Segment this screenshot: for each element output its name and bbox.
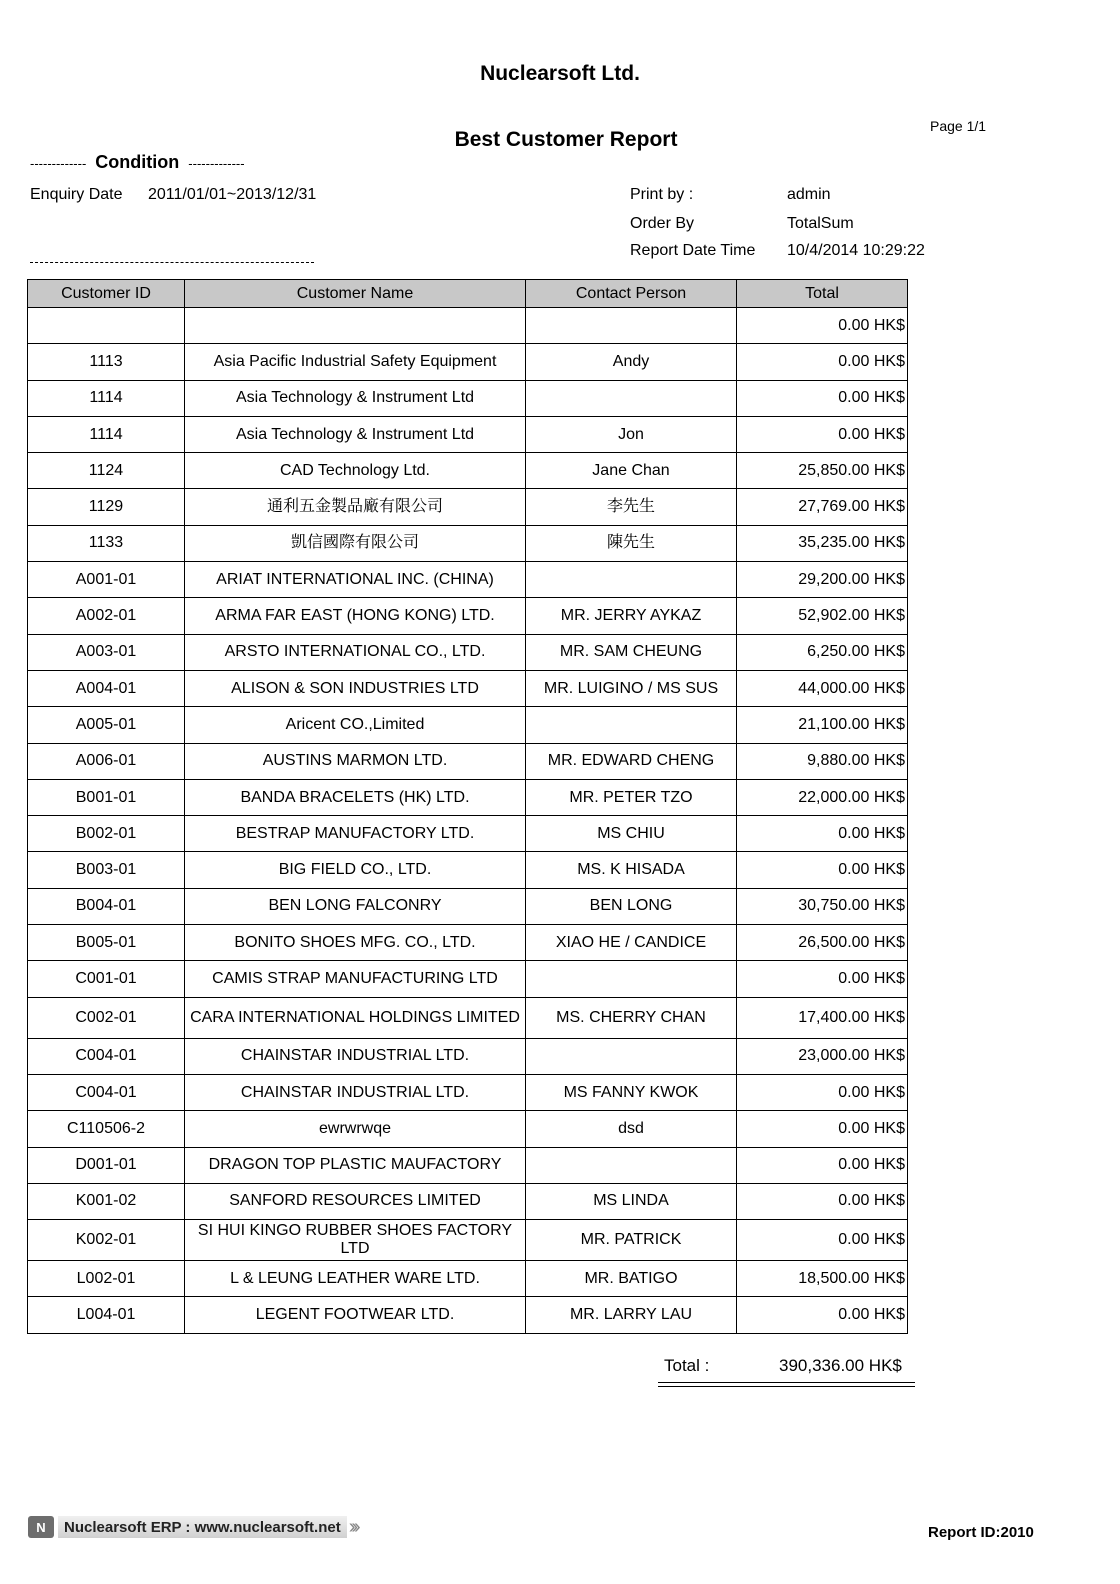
footer-brand-text: Nuclearsoft ERP : www.nuclearsoft.net	[58, 1516, 347, 1538]
cell-total: 0.00 HK$	[737, 1111, 908, 1147]
cell-total: 0.00 HK$	[737, 416, 908, 452]
table-row	[28, 852, 908, 888]
table-row	[28, 562, 908, 598]
table-row	[28, 344, 908, 380]
cell-contact-person: 陳先生	[526, 525, 737, 561]
cell-customer-id: A004-01	[28, 670, 185, 706]
cell-customer-name: CHAINSTAR INDUSTRIAL LTD.	[185, 1074, 526, 1110]
cell-customer-name: L & LEUNG LEATHER WARE LTD.	[185, 1261, 526, 1297]
cell-total: 52,902.00 HK$	[737, 598, 908, 634]
cell-contact-person: Andy	[526, 344, 737, 380]
cell-customer-name: Asia Technology & Instrument Ltd	[185, 416, 526, 452]
cell-customer-id: A001-01	[28, 562, 185, 598]
cell-total: 35,235.00 HK$	[737, 525, 908, 561]
table-body	[28, 308, 908, 1334]
print-by-value: admin	[787, 186, 831, 203]
table-row	[28, 816, 908, 852]
cell-customer-id: 1114	[28, 380, 185, 416]
cell-customer-id: L002-01	[28, 1261, 185, 1297]
cell-customer-id: 1114	[28, 416, 185, 452]
cell-customer-name: 通利五金製品廠有限公司	[185, 489, 526, 525]
table-row	[28, 888, 908, 924]
cell-contact-person: dsd	[526, 1111, 737, 1147]
condition-rule	[30, 262, 314, 263]
cell-customer-name: ARSTO INTERNATIONAL CO., LTD.	[185, 634, 526, 670]
table-row	[28, 1261, 908, 1297]
table-header-row	[28, 280, 908, 308]
cell-customer-name: LEGENT FOOTWEAR LTD.	[185, 1297, 526, 1333]
cell-customer-name: ewrwrwqe	[185, 1111, 526, 1147]
cell-customer-name: BIG FIELD CO., LTD.	[185, 852, 526, 888]
cell-contact-person	[526, 1147, 737, 1183]
col-header-customer-name: Customer Name	[185, 280, 526, 308]
cell-customer-id: 1124	[28, 453, 185, 489]
cell-total: 0.00 HK$	[737, 852, 908, 888]
cell-customer-id: D001-01	[28, 1147, 185, 1183]
cell-customer-id: C001-01	[28, 961, 185, 997]
table-row	[28, 1074, 908, 1110]
order-by-value: TotalSum	[787, 215, 854, 232]
cell-customer-id: K001-02	[28, 1183, 185, 1219]
cell-contact-person: MS CHIU	[526, 816, 737, 852]
nuclearsoft-logo-icon: N	[28, 1516, 54, 1538]
cell-total: 0.00 HK$	[737, 1297, 908, 1333]
cell-contact-person: MR. PATRICK	[526, 1220, 737, 1261]
report-id: Report ID:2010	[928, 1524, 1034, 1541]
cell-customer-name	[185, 308, 526, 344]
customer-table	[27, 279, 908, 1334]
cell-customer-name: CHAINSTAR INDUSTRIAL LTD.	[185, 1038, 526, 1074]
table-row	[28, 1220, 908, 1261]
table-row	[28, 1038, 908, 1074]
report-datetime-label: Report Date Time	[630, 242, 756, 259]
cell-total: 44,000.00 HK$	[737, 670, 908, 706]
cell-customer-name: CAD Technology Ltd.	[185, 453, 526, 489]
cell-total: 0.00 HK$	[737, 961, 908, 997]
cell-total: 0.00 HK$	[737, 1183, 908, 1219]
cell-customer-id: C110506-2	[28, 1111, 185, 1147]
cell-total: 21,100.00 HK$	[737, 707, 908, 743]
cell-contact-person: MS. K HISADA	[526, 852, 737, 888]
cell-customer-id: C004-01	[28, 1074, 185, 1110]
table-row	[28, 1297, 908, 1333]
cell-total: 27,769.00 HK$	[737, 489, 908, 525]
cell-customer-name: AUSTINS MARMON LTD.	[185, 743, 526, 779]
table-row	[28, 525, 908, 561]
cell-total: 23,000.00 HK$	[737, 1038, 908, 1074]
cell-total: 29,200.00 HK$	[737, 562, 908, 598]
company-name: Nuclearsoft Ltd.	[480, 62, 640, 85]
cell-total: 17,400.00 HK$	[737, 997, 908, 1038]
cell-customer-id: C002-01	[28, 997, 185, 1038]
cell-customer-id: B004-01	[28, 888, 185, 924]
cell-total: 30,750.00 HK$	[737, 888, 908, 924]
cell-contact-person	[526, 562, 737, 598]
cell-contact-person: MS LINDA	[526, 1183, 737, 1219]
cell-contact-person	[526, 707, 737, 743]
table-row	[28, 308, 908, 344]
cell-customer-id: A006-01	[28, 743, 185, 779]
cell-customer-name: 凱信國際有限公司	[185, 525, 526, 561]
cell-contact-person: XIAO HE / CANDICE	[526, 925, 737, 961]
cell-customer-id: L004-01	[28, 1297, 185, 1333]
cell-customer-name: ARIAT INTERNATIONAL INC. (CHINA)	[185, 562, 526, 598]
cell-customer-name: SANFORD RESOURCES LIMITED	[185, 1183, 526, 1219]
table-row	[28, 1111, 908, 1147]
col-header-customer-id: Customer ID	[28, 280, 185, 308]
report-title: Best Customer Report	[454, 128, 678, 151]
grand-total-label: Total :	[664, 1356, 710, 1375]
cell-contact-person: MR. PETER TZO	[526, 779, 737, 815]
report-datetime-value: 10/4/2014 10:29:22	[787, 242, 925, 259]
cell-customer-id: B003-01	[28, 852, 185, 888]
chevron-right-icon: ›››	[348, 1515, 357, 1538]
enquiry-date-label: Enquiry Date	[30, 186, 123, 203]
col-header-total: Total	[737, 280, 908, 308]
cell-total: 6,250.00 HK$	[737, 634, 908, 670]
grand-total-double-rule	[658, 1382, 915, 1387]
condition-dash-left: -------------	[30, 156, 87, 171]
cell-customer-id: B002-01	[28, 816, 185, 852]
cell-total: 26,500.00 HK$	[737, 925, 908, 961]
table-row	[28, 489, 908, 525]
cell-total: 9,880.00 HK$	[737, 743, 908, 779]
table-row	[28, 743, 908, 779]
cell-customer-id: C004-01	[28, 1038, 185, 1074]
cell-customer-id: 1129	[28, 489, 185, 525]
cell-customer-name: Asia Technology & Instrument Ltd	[185, 380, 526, 416]
cell-customer-id: 1113	[28, 344, 185, 380]
page-number: Page 1/1	[930, 118, 987, 134]
cell-customer-id: A002-01	[28, 598, 185, 634]
cell-total: 0.00 HK$	[737, 344, 908, 380]
cell-total: 0.00 HK$	[737, 1147, 908, 1183]
cell-customer-id: K002-01	[28, 1220, 185, 1261]
cell-contact-person: MR. JERRY AYKAZ	[526, 598, 737, 634]
table-row	[28, 1183, 908, 1219]
cell-contact-person: MR. LUIGINO / MS SUS	[526, 670, 737, 706]
table-row	[28, 416, 908, 452]
cell-customer-name: BESTRAP MANUFACTORY LTD.	[185, 816, 526, 852]
footer-logo	[28, 1514, 357, 1540]
table-row	[28, 598, 908, 634]
cell-contact-person: 李先生	[526, 489, 737, 525]
table-row	[28, 925, 908, 961]
cell-contact-person: Jon	[526, 416, 737, 452]
cell-contact-person: BEN LONG	[526, 888, 737, 924]
col-header-contact-person: Contact Person	[526, 280, 737, 308]
condition-heading	[30, 152, 245, 173]
table-row	[28, 670, 908, 706]
condition-dash-right: -------------	[188, 156, 245, 171]
cell-customer-id: A005-01	[28, 707, 185, 743]
cell-total: 0.00 HK$	[737, 816, 908, 852]
cell-contact-person	[526, 380, 737, 416]
table-row	[28, 1147, 908, 1183]
cell-contact-person: MS FANNY KWOK	[526, 1074, 737, 1110]
enquiry-date-value: 2011/01/01~2013/12/31	[148, 186, 317, 203]
cell-total: 22,000.00 HK$	[737, 779, 908, 815]
cell-customer-name: SI HUI KINGO RUBBER SHOES FACTORY LTD	[185, 1220, 526, 1261]
cell-contact-person	[526, 1038, 737, 1074]
cell-customer-id: 1133	[28, 525, 185, 561]
cell-contact-person: MR. BATIGO	[526, 1261, 737, 1297]
print-by-label: Print by :	[630, 186, 694, 203]
table-row	[28, 453, 908, 489]
cell-contact-person: MR. EDWARD CHENG	[526, 743, 737, 779]
cell-contact-person	[526, 961, 737, 997]
cell-customer-name: BANDA BRACELETS (HK) LTD.	[185, 779, 526, 815]
cell-contact-person: MR. LARRY LAU	[526, 1297, 737, 1333]
cell-customer-id: A003-01	[28, 634, 185, 670]
cell-customer-id: B001-01	[28, 779, 185, 815]
cell-total: 0.00 HK$	[737, 308, 908, 344]
table-row	[28, 634, 908, 670]
table-row	[28, 779, 908, 815]
cell-total: 0.00 HK$	[737, 1220, 908, 1261]
order-by-label: Order By	[630, 215, 695, 232]
cell-total: 18,500.00 HK$	[737, 1261, 908, 1297]
cell-total: 0.00 HK$	[737, 380, 908, 416]
cell-customer-name: BONITO SHOES MFG. CO., LTD.	[185, 925, 526, 961]
cell-contact-person: MR. SAM CHEUNG	[526, 634, 737, 670]
cell-customer-name: Aricent CO.,Limited	[185, 707, 526, 743]
cell-customer-name: DRAGON TOP PLASTIC MAUFACTORY	[185, 1147, 526, 1183]
table-row	[28, 997, 908, 1038]
cell-customer-name: ALISON & SON INDUSTRIES LTD	[185, 670, 526, 706]
grand-total-value: 390,336.00 HK$	[779, 1356, 902, 1375]
table-row	[28, 707, 908, 743]
cell-contact-person: MS. CHERRY CHAN	[526, 997, 737, 1038]
cell-customer-name: CAMIS STRAP MANUFACTURING LTD	[185, 961, 526, 997]
cell-customer-name: Asia Pacific Industrial Safety Equipment	[185, 344, 526, 380]
cell-customer-name: BEN LONG FALCONRY	[185, 888, 526, 924]
condition-label: Condition	[95, 152, 180, 172]
cell-contact-person: Jane Chan	[526, 453, 737, 489]
cell-contact-person	[526, 308, 737, 344]
cell-customer-id	[28, 308, 185, 344]
cell-customer-name: ARMA FAR EAST (HONG KONG) LTD.	[185, 598, 526, 634]
cell-customer-name: CARA INTERNATIONAL HOLDINGS LIMITED	[185, 997, 526, 1038]
table-row	[28, 380, 908, 416]
table-row	[28, 961, 908, 997]
cell-total: 0.00 HK$	[737, 1074, 908, 1110]
cell-total: 25,850.00 HK$	[737, 453, 908, 489]
cell-customer-id: B005-01	[28, 925, 185, 961]
